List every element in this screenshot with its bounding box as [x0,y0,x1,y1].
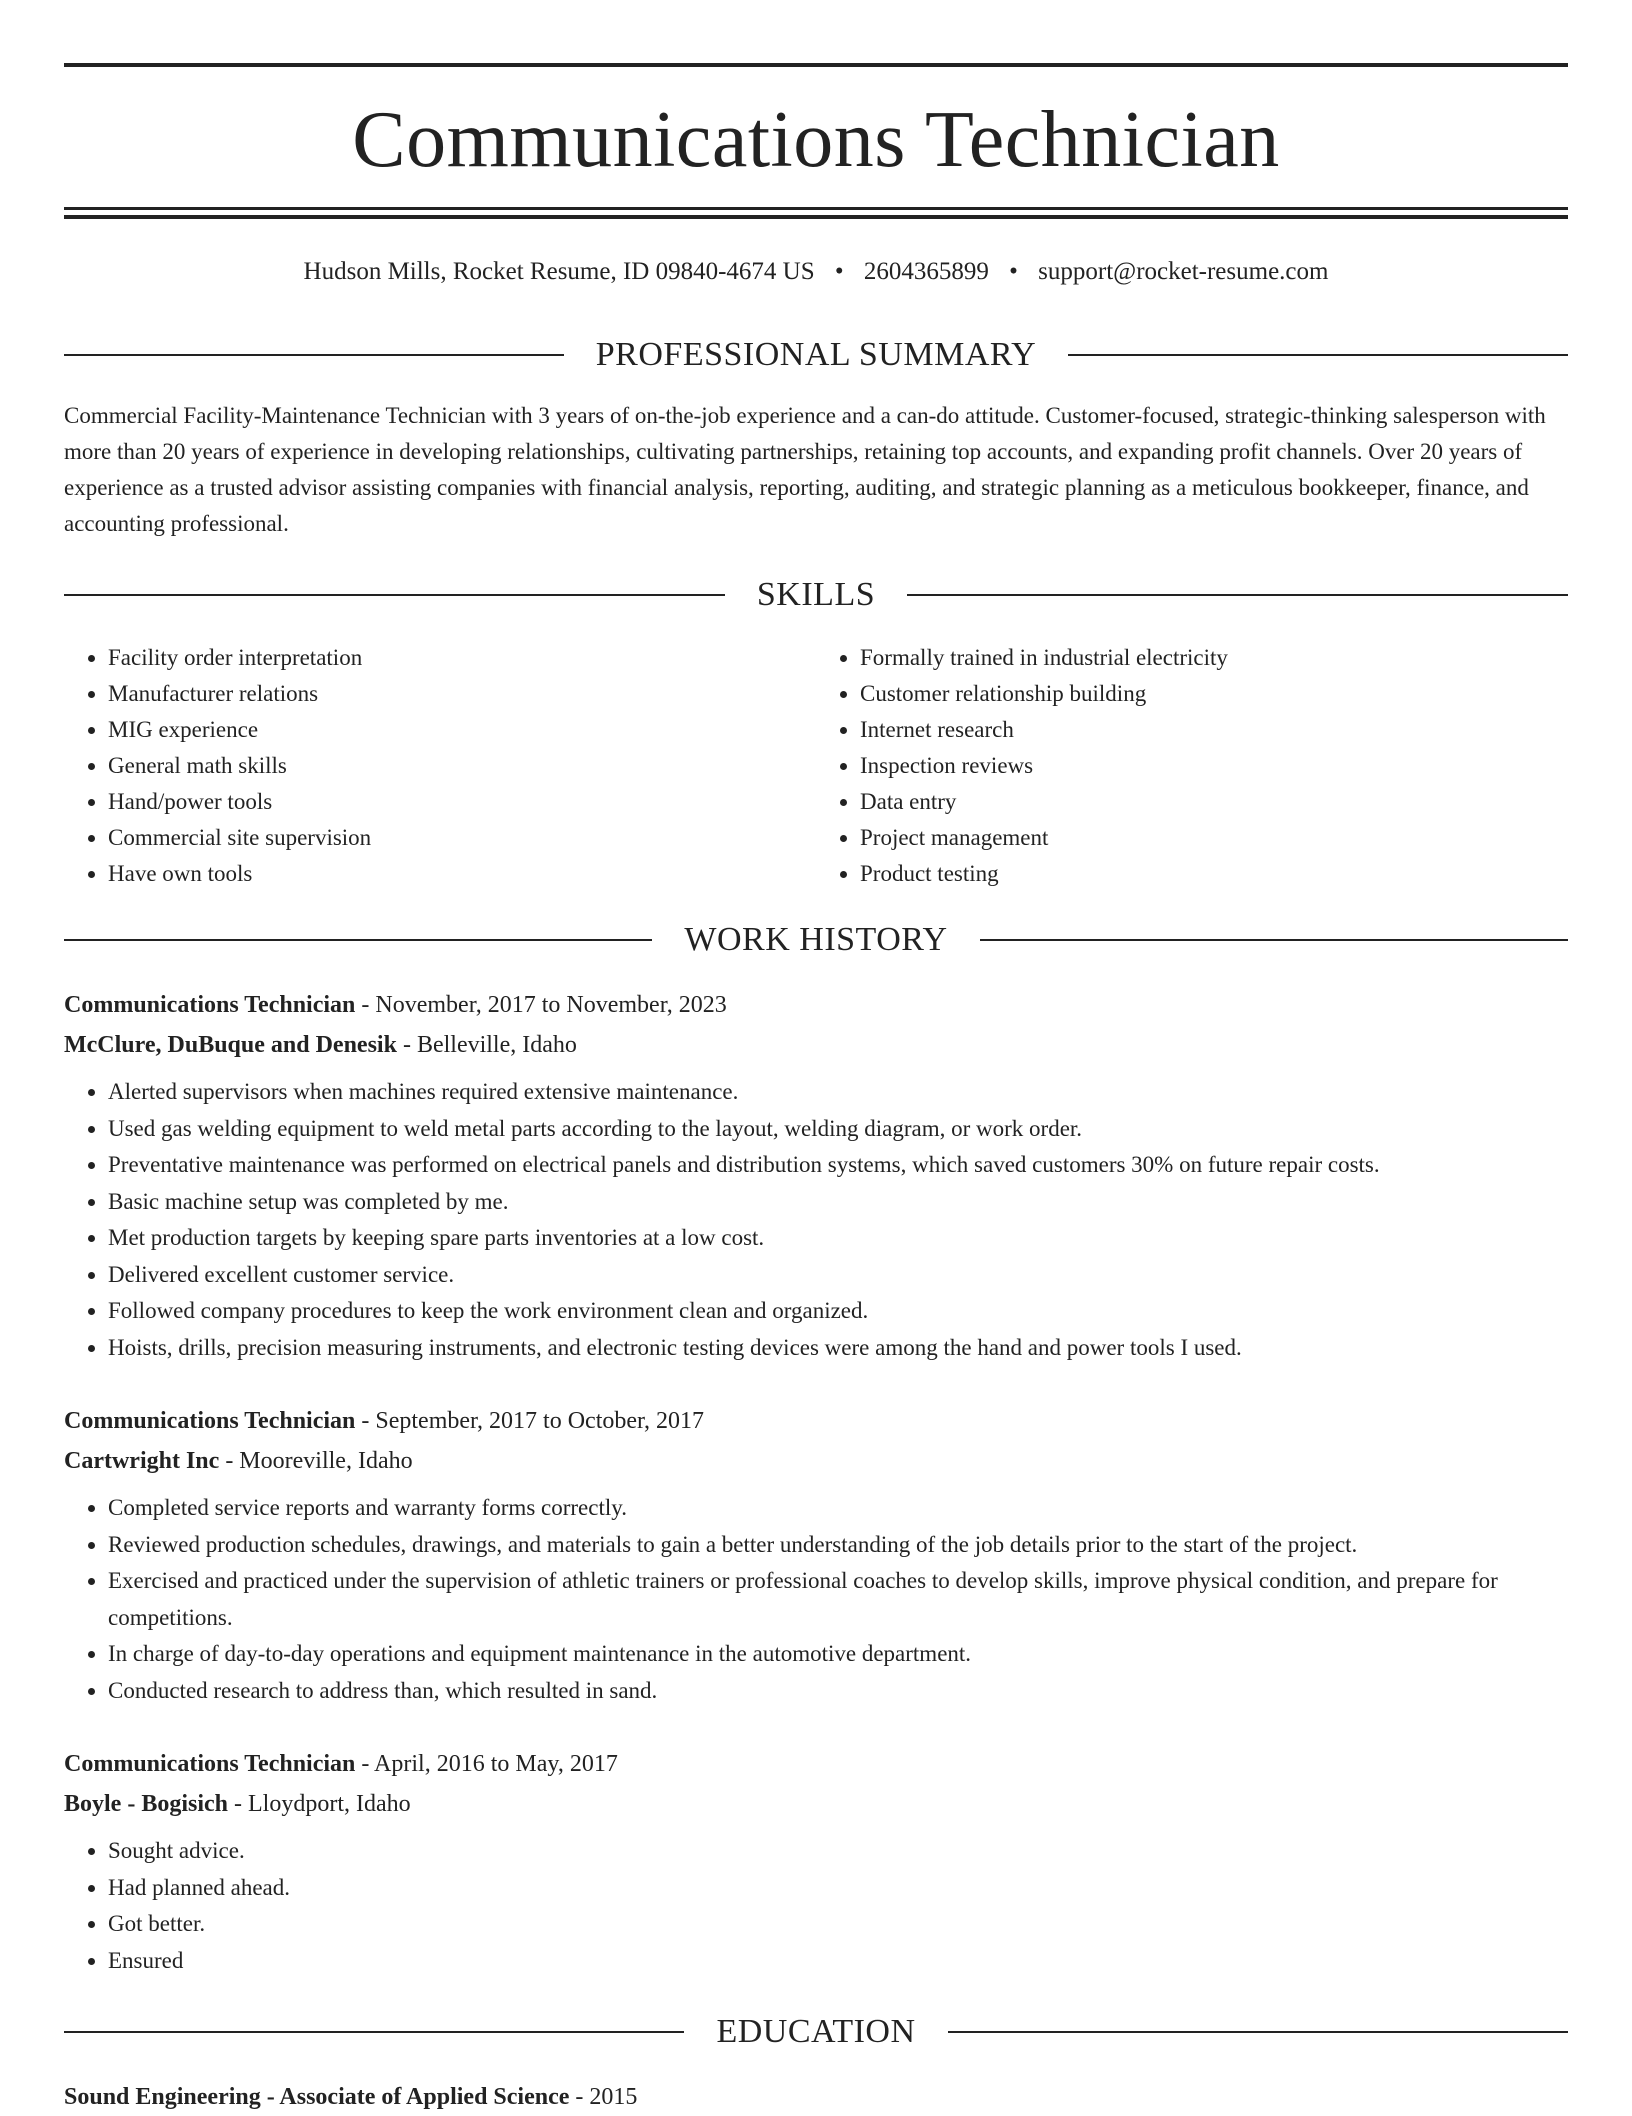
education-heading-label: EDUCATION [716,2013,916,2050]
education-degree: Sound Engineering - Associate of Applied Science [64,2084,570,2110]
contact-address: Hudson Mills, Rocket Resume, ID 09840-4674 US [303,258,815,285]
job-entry [64,986,1568,1366]
job-bullet: • Sought advice. [108,1833,1568,1870]
work-heading-label: WORK HISTORY [684,921,948,958]
job-bullet: • Completed service reports and warranty forms correctly. [108,1490,1568,1527]
job-location: - Lloydport, Idaho [228,1791,411,1817]
heading-rule-left [64,354,564,356]
job-dates: - April, 2016 to May, 2017 [355,1751,618,1777]
title-rule-upper [64,207,1568,210]
job-title-line [64,986,1568,1024]
skill-item: • MIG experience [108,712,816,748]
job-bullet: • Alerted supervisors when machines required extensive maintenance. [108,1074,1568,1111]
job-bullets [64,1074,1568,1366]
contact-email: support@rocket-resume.com [1038,258,1329,285]
job-title: Communications Technician [64,1751,356,1777]
contact-separator: • [1009,258,1018,285]
heading-rule-right [907,594,1568,596]
skill-item: • Hand/power tools [108,784,816,820]
heading-rule-right [948,2031,1568,2033]
heading-rule-right [980,939,1568,941]
heading-rule-left [64,2031,684,2033]
job-bullet: • Delivered excellent customer service. [108,1257,1568,1294]
job-title: Communications Technician [64,1408,356,1434]
skill-item: • Internet research [860,712,1568,748]
skill-item: • Inspection reviews [860,748,1568,784]
skills-heading-label: SKILLS [756,576,876,613]
skill-item: • Data entry [860,784,1568,820]
job-bullet: • Used gas welding equipment to weld metal parts according to the layout, welding diagram, or work order. [108,1111,1568,1148]
job-company-line [64,1785,1568,1823]
job-bullet: • Followed company procedures to keep the work environment clean and organized. [108,1293,1568,1330]
skill-item: • General math skills [108,748,816,784]
contact-separator: • [834,258,844,285]
job-company: McClure, DuBuque and Denesik [64,1032,397,1058]
job-title-line [64,1402,1568,1440]
job-location: - Belleville, Idaho [396,1032,577,1058]
job-company-line [64,1442,1568,1480]
skill-item: • Formally trained in industrial electricity [860,640,1568,676]
job-entry [64,1745,1568,1979]
skill-item: • Manufacturer relations [108,676,816,712]
job-company: Boyle - Bogisich [64,1791,229,1817]
skills-column-right [816,640,1568,892]
job-company-line [64,1026,1568,1064]
job-dates: - September, 2017 to October, 2017 [355,1408,705,1434]
job-bullet: • Exercised and practiced under the supervision of athletic trainers or professional coaches to develop skills, improve physical condition, and prepare for competitions. [108,1563,1568,1636]
heading-rule-right [1068,354,1568,356]
skill-item: • Have own tools [108,856,816,892]
job-location: - Mooreville, Idaho [219,1448,413,1474]
job-company: Cartwright Inc [64,1448,220,1474]
skill-item: • Customer relationship building [860,676,1568,712]
skills-column-left [64,640,816,892]
job-bullet: • Preventative maintenance was performed on electrical panels and distribution systems, which saved customers 30% on future repair costs. [108,1147,1568,1184]
job-entry [64,1402,1568,1709]
skill-item: • Product testing [860,856,1568,892]
job-bullet: • Basic machine setup was completed by me. [108,1184,1568,1221]
skill-item: • Commercial site supervision [108,820,816,856]
job-title: Communications Technician [64,992,356,1018]
job-bullet: • Met production targets by keeping spare parts inventories at a low cost. [108,1220,1568,1257]
education-entry [64,2078,1568,2116]
skills-list [64,640,1568,892]
contact-line [64,254,1568,290]
job-bullet: • Got better. [108,1906,1568,1943]
title-rule-lower [64,215,1568,219]
job-dates: - November, 2017 to November, 2023 [355,992,727,1018]
job-title-line [64,1745,1568,1783]
job-bullet: • Conducted research to address than, which resulted in sand. [108,1673,1568,1710]
job-bullet: • Ensured [108,1943,1568,1980]
summary-heading [64,335,1568,375]
summary-text: Commercial Facility-Maintenance Technician with 3 years of on-the-job experience and a can-do attitude. Customer-focused, strategic-thinking salesperson with more than 20 years of experience in developing relationships, cultivating partnerships, retaining top accounts, and expanding profit channels. Over 20 years of experience as a trusted advisor assisting companies with financial analysis, reporting, auditing, and strategic planning as a meticulous bookkeeper, finance, and accounting professional. [64,403,1546,536]
job-bullet: • Hoists, drills, precision measuring instruments, and electronic testing devices were among the hand and power tools I used. [108,1330,1568,1367]
summary-heading-label: PROFESSIONAL SUMMARY [595,336,1037,373]
heading-rule-left [64,594,725,596]
skill-item: • Facility order interpretation [108,640,816,676]
job-bullets [64,1490,1568,1709]
job-bullet: • Had planned ahead. [108,1870,1568,1907]
skills-heading [64,575,1568,615]
job-bullet: • Reviewed production schedules, drawings, and materials to gain a better understanding of the job details prior to the start of the project. [108,1527,1568,1564]
work-heading [64,920,1568,960]
contact-phone: 2604365899 [863,258,989,285]
job-bullet: • In charge of day-to-day operations and equipment maintenance in the automotive department. [108,1636,1568,1673]
top-rule [64,63,1568,67]
page-title: Communications Technician [352,96,1280,184]
education-heading [64,2012,1568,2052]
skill-item: • Project management [860,820,1568,856]
job-bullets [64,1833,1568,1979]
education-year: - 2015 [569,2084,638,2110]
heading-rule-left [64,939,652,941]
